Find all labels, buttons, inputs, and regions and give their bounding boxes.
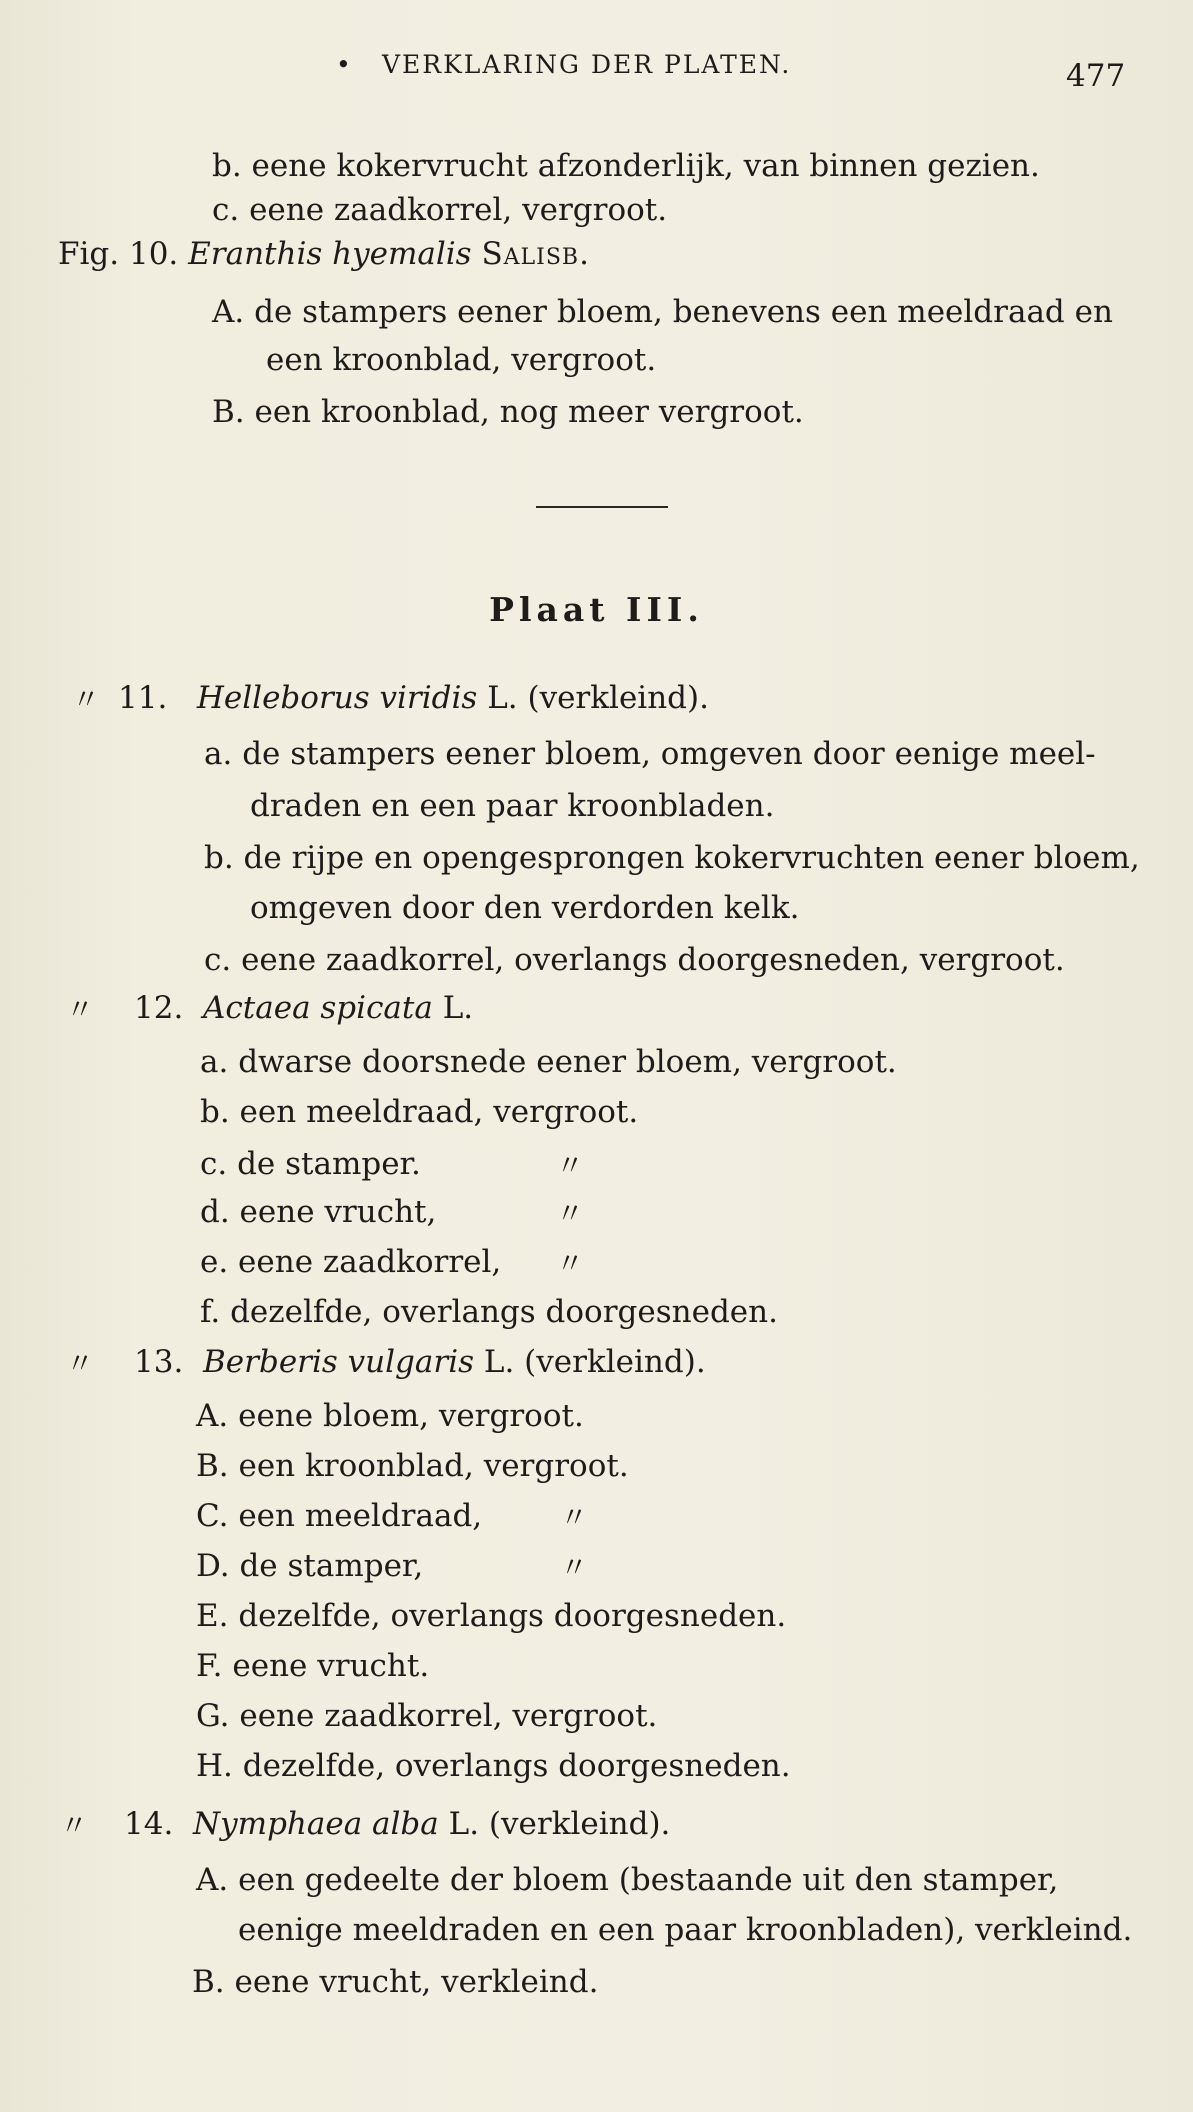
figure-note: L. (verkleind).	[448, 1806, 671, 1842]
figure-heading-12	[134, 988, 473, 1028]
text-line: F. eene vrucht.	[196, 1648, 430, 1684]
text-line: e. eene zaadkorrel,	[200, 1244, 502, 1280]
species-name: Actaea spicata	[203, 990, 433, 1026]
text-line: draden en een paar kroonbladen.	[250, 788, 775, 824]
text-line: B. eene vrucht, verkleind.	[192, 1964, 599, 2000]
figure-heading-13	[134, 1342, 706, 1382]
text-line: eenige meeldraden en een paar kroonbladen), verkleind.	[238, 1912, 1133, 1948]
figure-note: L.	[442, 990, 474, 1026]
text-line: B. een kroonblad, vergroot.	[196, 1448, 629, 1484]
ditto-mark: 〃	[66, 1347, 95, 1380]
figure-number: 12.	[134, 990, 184, 1026]
figure-note: L. (verkleind).	[483, 1344, 706, 1380]
text-line: c. de stamper.	[200, 1146, 421, 1182]
text-line: C. een meeldraad,	[196, 1498, 483, 1534]
text-line: a. de stampers eener bloem, omgeven door eenige meel-	[204, 736, 1096, 772]
text-line: een kroonblad, vergroot.	[266, 342, 657, 378]
text-line: omgeven door den verdorden kelk.	[250, 890, 800, 926]
plate-title: Plaat III.	[489, 590, 704, 629]
text-line: D. de stamper,	[196, 1548, 424, 1584]
text-line: B. een kroonblad, nog meer vergroot.	[212, 394, 804, 430]
figure-number: 14.	[124, 1806, 174, 1842]
running-header: VERKLARING DER PLATEN.	[382, 50, 792, 79]
ditto-mark: 〃	[556, 1247, 585, 1280]
author-abbrev: Salisb.	[481, 236, 590, 272]
species-name: Eranthis hyemalis	[188, 236, 472, 272]
header-bullet: •	[336, 50, 353, 79]
page-number: 477	[1066, 58, 1126, 94]
text-line: A. eene bloem, vergroot.	[196, 1398, 584, 1434]
figure-note: L. (verkleind).	[487, 680, 709, 716]
text-line: A. de stampers eener bloem, benevens een meeldraad en	[212, 294, 1113, 330]
text-line: d. eene vrucht,	[200, 1194, 437, 1230]
text-line: a. dwarse doorsnede eener bloem, vergroot.	[200, 1044, 897, 1080]
figure-number: Fig. 10.	[58, 236, 179, 272]
ditto-mark: 〃	[66, 993, 95, 1026]
ditto-mark: 〃	[72, 683, 101, 716]
text-line: b. eene kokervrucht afzonderlijk, van binnen gezien.	[212, 148, 1040, 184]
ditto-mark: 〃	[556, 1197, 585, 1230]
species-name: Nymphaea alba	[193, 1806, 439, 1842]
ditto-mark: 〃	[60, 1809, 89, 1842]
text-line: G. eene zaadkorrel, vergroot.	[196, 1698, 658, 1734]
figure-number: 13.	[134, 1344, 184, 1380]
species-name: Berberis vulgaris	[203, 1344, 475, 1380]
figure-heading-10	[58, 234, 590, 274]
text-line: f. dezelfde, overlangs doorgesneden.	[200, 1294, 778, 1330]
figure-number: 11.	[118, 680, 168, 716]
text-line: H. dezelfde, overlangs doorgesneden.	[196, 1748, 791, 1784]
text-line: b. een meeldraad, vergroot.	[200, 1094, 639, 1130]
species-name: Helleborus viridis	[196, 680, 478, 716]
ditto-mark: 〃	[556, 1149, 585, 1182]
ditto-mark: 〃	[560, 1501, 589, 1534]
figure-heading-14	[124, 1804, 670, 1844]
text-line: E. dezelfde, overlangs doorgesneden.	[196, 1598, 787, 1634]
figure-heading-11	[118, 678, 709, 718]
text-line: c. eene zaadkorrel, vergroot.	[212, 192, 668, 228]
text-line: c. eene zaadkorrel, overlangs doorgesneden, vergroot.	[204, 942, 1065, 978]
ditto-mark: 〃	[560, 1551, 589, 1584]
text-line: A. een gedeelte der bloem (bestaande uit den stamper,	[196, 1862, 1059, 1898]
section-divider	[536, 506, 668, 508]
text-line: b. de rijpe en opengesprongen kokervruchten eener bloem,	[204, 840, 1140, 876]
